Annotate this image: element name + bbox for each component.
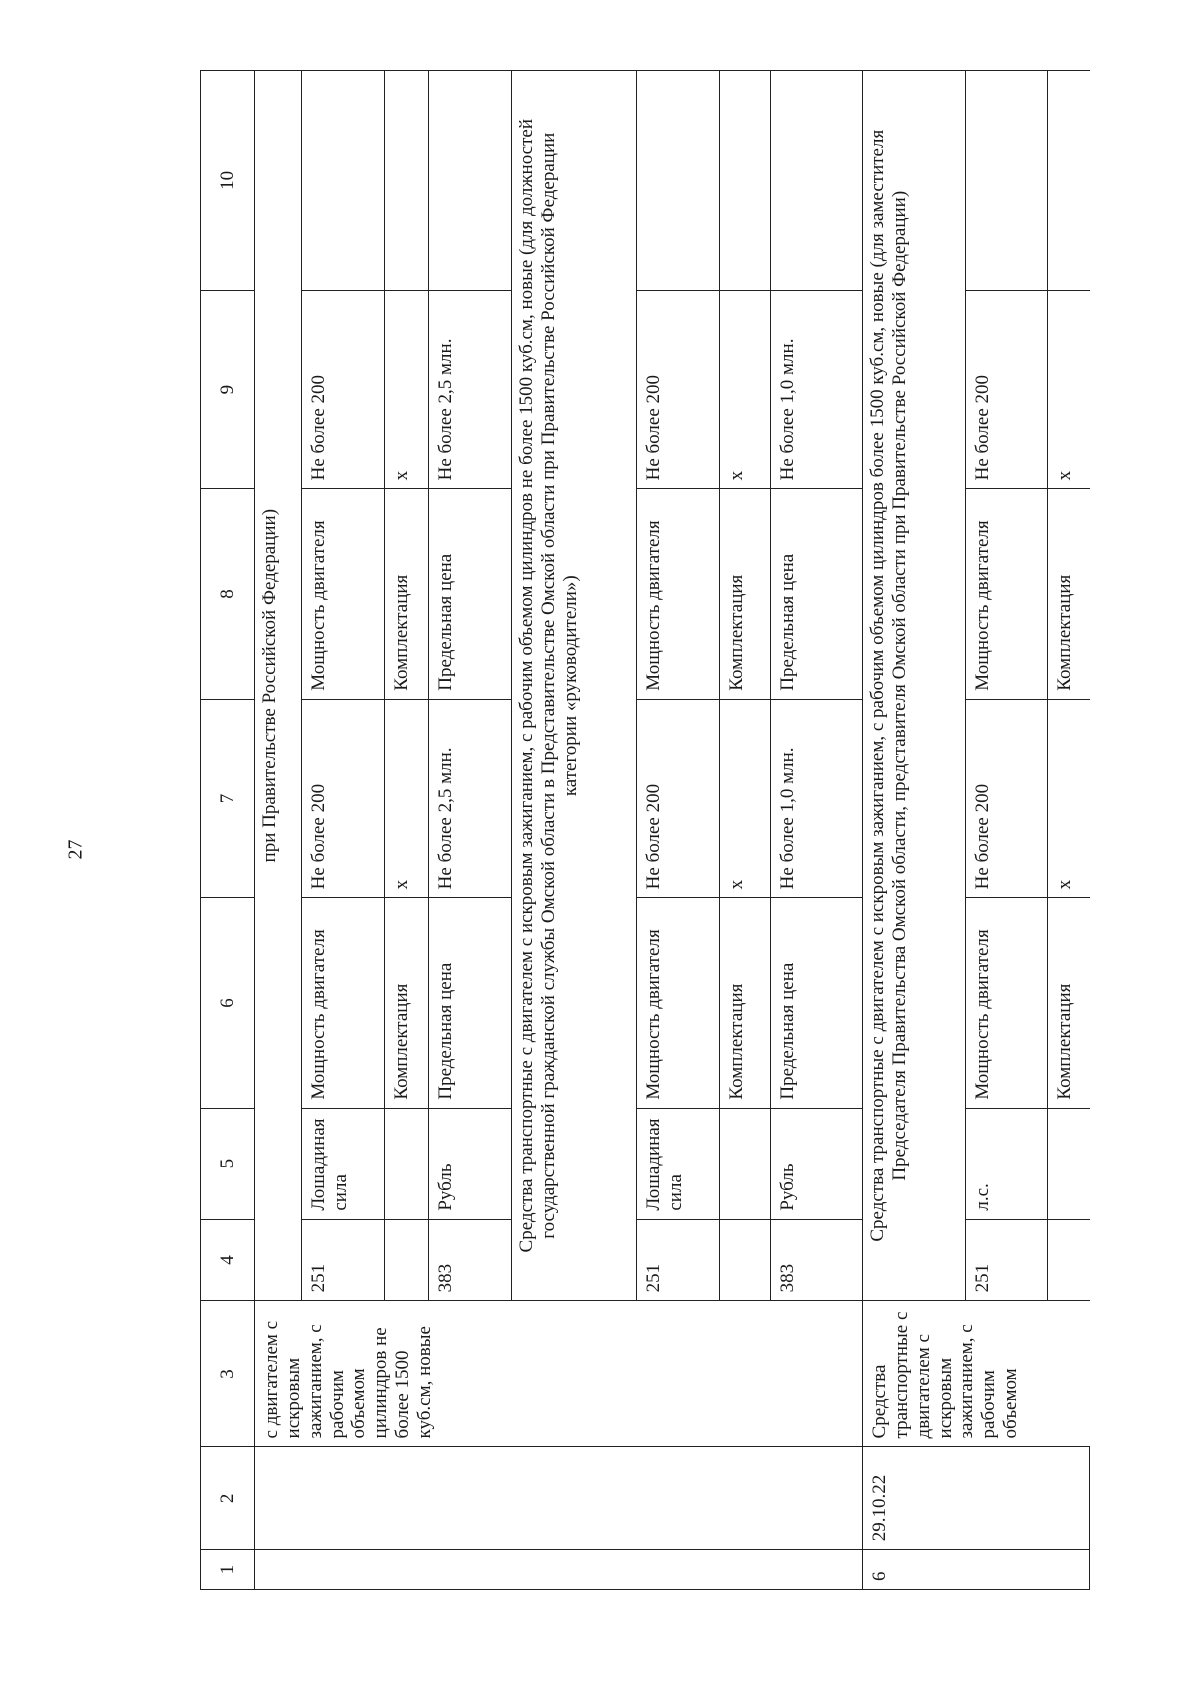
block1-title-row xyxy=(255,71,302,1590)
value-cell: Не более 200 xyxy=(302,290,385,489)
cell-c1-empty xyxy=(255,1550,863,1590)
page-number: 27 xyxy=(64,839,87,860)
block3-title-row xyxy=(863,71,965,1590)
reason-cell xyxy=(1048,71,1090,291)
code-cell: 251 xyxy=(965,1219,1048,1301)
header-cell: 4 xyxy=(201,1219,255,1301)
code-cell: 251 xyxy=(302,1219,385,1301)
unit-cell: л.с. xyxy=(965,1108,1048,1219)
unit-cell xyxy=(385,1108,429,1219)
code-cell: 383 xyxy=(428,1219,511,1301)
unit-cell: Рубль xyxy=(770,1108,862,1219)
reason-cell xyxy=(385,71,429,291)
header-cell: 10 xyxy=(201,71,255,291)
code-cell xyxy=(385,1219,429,1301)
value-cell: Не более 1,0 млн. xyxy=(770,290,862,489)
characteristic-cell: Комплектация xyxy=(385,898,429,1108)
code-cell: 251 xyxy=(637,1219,720,1301)
characteristic-cell: Комплектация xyxy=(385,489,429,699)
unit-cell: Лошадиная сила xyxy=(302,1108,385,1219)
value-cell: Не более 200 xyxy=(302,699,385,898)
value-cell: Не более 200 xyxy=(637,699,720,898)
reason-cell xyxy=(770,71,862,291)
block3-title: Средства транспортные с двигателем с искровым зажиганием, с рабочим объемом цилиндров более 1500 куб.см, новые (для заместителя Председателя Правительства Омской области, представителя Омской области при Правительстве Российской Федерации) xyxy=(863,71,965,1301)
row-number: 6 xyxy=(863,1550,1090,1590)
header-cell: 3 xyxy=(201,1301,255,1447)
block3-product-name: Средства транспортные с двигателем с искровым зажиганием, с рабочим объемом xyxy=(863,1301,1090,1447)
reason-cell xyxy=(720,71,771,291)
rotated-table-container xyxy=(200,70,1090,1590)
value-cell: х xyxy=(1048,290,1090,489)
reason-cell xyxy=(302,71,385,291)
characteristic-cell: Мощность двигателя xyxy=(637,489,720,699)
okpd-code: 29.10.22 xyxy=(863,1447,1090,1550)
characteristic-cell: Комплектация xyxy=(1048,898,1090,1108)
value-cell: х xyxy=(385,290,429,489)
header-cell: 5 xyxy=(201,1108,255,1219)
block2-title: Средства транспортные с двигателем с искровым зажиганием, с рабочим объемом цилиндров не более 1500 куб.см, новые (для должностей государственной гражданской службы Омской области в Представительстве Омской области при Правительстве Российской Федерации категории «руководители») xyxy=(511,71,637,1301)
characteristic-cell: Мощность двигателя xyxy=(965,898,1048,1108)
cell-c2-empty xyxy=(255,1447,863,1550)
unit-cell: Рубль xyxy=(428,1108,511,1219)
characteristic-cell: Мощность двигателя xyxy=(965,489,1048,699)
header-row xyxy=(201,71,255,1590)
value-cell: Не более 2,5 млн. xyxy=(428,290,511,489)
requirements-table xyxy=(200,70,1090,1590)
value-cell: Не более 200 xyxy=(965,290,1048,489)
code-cell: 383 xyxy=(770,1219,862,1301)
value-cell: Не более 2,5 млн. xyxy=(428,699,511,898)
header-cell: 9 xyxy=(201,290,255,489)
header-cell: 1 xyxy=(201,1550,255,1590)
block1-product-name: с двигателем с искровым зажиганием, с рабочим объемом цилиндров не более 1500 куб.см, новые xyxy=(255,1301,863,1447)
characteristic-cell: Комплектация xyxy=(720,489,771,699)
header-cell: 7 xyxy=(201,699,255,898)
value-cell: х xyxy=(720,290,771,489)
characteristic-cell: Комплектация xyxy=(720,898,771,1108)
header-cell: 8 xyxy=(201,489,255,699)
characteristic-cell: Мощность двигателя xyxy=(302,898,385,1108)
value-cell: х xyxy=(1048,699,1090,898)
value-cell: Не более 200 xyxy=(965,699,1048,898)
value-cell: Не более 1,0 млн. xyxy=(770,699,862,898)
value-cell: х xyxy=(720,699,771,898)
characteristic-cell: Предельная цена xyxy=(770,898,862,1108)
characteristic-cell: Предельная цена xyxy=(428,489,511,699)
code-cell xyxy=(1048,1219,1090,1301)
block1-title: при Правительстве Российской Федерации) xyxy=(255,71,302,1301)
header-cell: 2 xyxy=(201,1447,255,1550)
characteristic-cell: Предельная цена xyxy=(770,489,862,699)
header-cell: 6 xyxy=(201,898,255,1108)
characteristic-cell: Предельная цена xyxy=(428,898,511,1108)
unit-cell xyxy=(720,1108,771,1219)
reason-cell xyxy=(637,71,720,291)
reason-cell xyxy=(965,71,1048,291)
value-cell: х xyxy=(385,699,429,898)
characteristic-cell: Мощность двигателя xyxy=(302,489,385,699)
code-cell xyxy=(720,1219,771,1301)
characteristic-cell: Комплектация xyxy=(1048,489,1090,699)
unit-cell xyxy=(1048,1108,1090,1219)
reason-cell xyxy=(428,71,511,291)
value-cell: Не более 200 xyxy=(637,290,720,489)
characteristic-cell: Мощность двигателя xyxy=(637,898,720,1108)
unit-cell: Лошадиная сила xyxy=(637,1108,720,1219)
